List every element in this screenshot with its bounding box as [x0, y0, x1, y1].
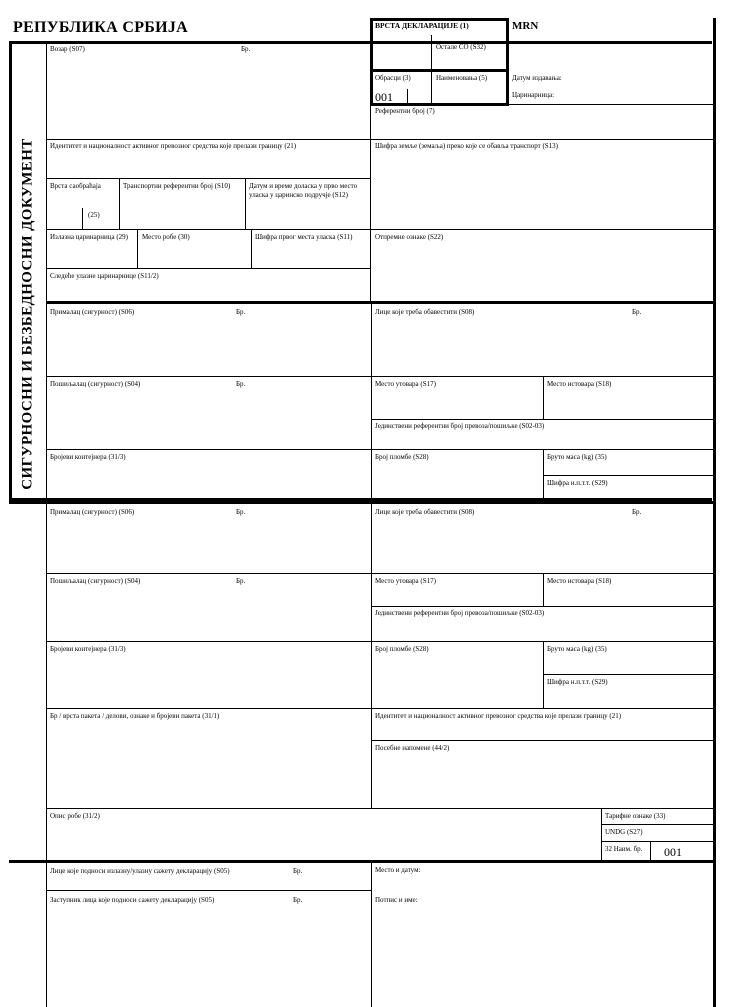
goods-place-label: Место робе (30) [142, 233, 190, 241]
block2-gross-mass-label: Бруто маса (kg) (35) [547, 645, 607, 653]
block1-unpt-code-label: Шифра н.п.т.т. (S29) [547, 479, 608, 487]
declaration-type-label: ВРСТА ДЕКЛАРАЦИЈЕ (1) [375, 21, 469, 30]
block2-consignor-number-label: Бр. [236, 577, 246, 585]
place-date-label: Место и датум: [375, 866, 421, 874]
carrier-number-label: Бр. [241, 45, 251, 53]
block1-seals-label: Број пломбе (S28) [375, 453, 429, 461]
forms-label: Обрасци (3) [375, 74, 411, 82]
block1-notify-label: Лице које треба обавестити (S08) [375, 308, 475, 316]
block2-transport-identity-label: Идентитет и националност активног превозног средства које прелази границу (21) [375, 712, 622, 720]
block1-consignee-number-label: Бр. [236, 308, 246, 316]
block2-unpt-code-label: Шифра н.п.т.т. (S29) [547, 678, 608, 686]
block2-notify-label: Лице које треба обавестити (S08) [375, 508, 475, 516]
forms-value[interactable]: 001 [375, 90, 393, 104]
dispatch-marks-label: Отпремне ознаке (S22) [375, 233, 444, 241]
block1-containers-label: Бројеви контејнера (31/3) [50, 453, 126, 461]
mrn-label: MRN [512, 20, 539, 32]
declarant-number-label: Бр. [293, 867, 303, 875]
page-title: РЕПУБЛИКА СРБИЈА [13, 19, 189, 36]
block2-containers-label: Бројеви контејнера (31/3) [50, 645, 126, 653]
block2-tariff-marks-label: Тарифне ознаке (33) [605, 812, 666, 820]
signature-label: Потпис и име: [375, 896, 418, 904]
block1-consignor-number-label: Бр. [236, 380, 246, 388]
arrival-date-label: Датум и време доласка у прво место уласка у царинско подручје (S12) [249, 182, 358, 199]
block2-unique-ref-label: Јединствени референтни број превоза/пошиљке (S02-03) [375, 609, 545, 617]
block1-consignee-label: Прималац (сигурност) (S06) [50, 308, 135, 316]
representative-number-label: Бр. [293, 896, 303, 904]
exit-office-label: Излазна царинарница (29) [50, 233, 128, 241]
country-codes-label: Шифра земље (земаља) преко које се обавља транспорт (S13) [375, 142, 559, 150]
block2-packages-label: Бр / врста пакета / делови, ознаке и бројеви пакета (31/1) [50, 712, 220, 720]
block2-item-number-label: 32 Наим. бр. [605, 845, 643, 853]
items-label: Наименовања (5) [436, 74, 488, 82]
block1-notify-number-label: Бр. [632, 308, 642, 316]
other-co-label: Остале CO (S32) [436, 43, 486, 51]
block2-special-notes-label: Посебне напомене (44/2) [375, 744, 450, 752]
declarant-label: Лице које подноси излазну/улазну сажету декларацију (S05) [50, 867, 230, 875]
side-title-column [10, 44, 47, 500]
block2-consignee-number-label: Бр. [236, 508, 246, 516]
block2-undg-label: UNDG (S27) [605, 828, 643, 836]
block2-unload-place-label: Место истовара (S18) [547, 577, 612, 585]
block2-notify-number-label: Бр. [632, 508, 642, 516]
carrier-label: Возар (S07) [50, 45, 85, 53]
block1-unique-ref-label: Јединствени референтни број превоза/пошиљке (S02-03) [375, 422, 545, 430]
block1-unload-place-label: Место истовара (S18) [547, 380, 612, 388]
block2-consignee-label: Прималац (сигурност) (S06) [50, 508, 135, 516]
customs-office-label: Царинарница: [512, 91, 555, 99]
issue-date-label: Датум издавања: [512, 74, 562, 82]
block2-load-place-label: Место утовара (S17) [375, 577, 436, 585]
reference-number-label: Референтни број (7) [375, 107, 435, 115]
block2-consignor-label: Пошиљалац (сигурност) (S04) [50, 577, 141, 585]
block1-gross-mass-label: Бруто маса (kg) (35) [547, 453, 607, 461]
transport-identity-label: Идентитет и националност активног превозног средства које прелази границу (21) [50, 142, 297, 150]
carrier-field[interactable] [48, 55, 368, 137]
block1-load-place-label: Место утовара (S17) [375, 380, 436, 388]
transport-ref-label: Транспортни референтни број (S10) [123, 182, 231, 190]
block2-goods-desc-label: Опис робе (31/2) [50, 812, 100, 820]
first-entry-code-label: Шифра првог места уласка (S11) [255, 233, 353, 241]
next-entry-offices-label: Следеће улазне царинарнице (S11/2) [50, 272, 159, 280]
transport-mode-code-label: (25) [88, 211, 100, 219]
side-title: СИГУРНОСНИ И БЕЗБЕДНОСНИ ДОКУМЕНТ [19, 138, 36, 490]
block1-consignor-label: Пошиљалац (сигурност) (S04) [50, 380, 141, 388]
block2-item-number-value[interactable]: 001 [664, 845, 682, 859]
block2-seals-label: Број пломбе (S28) [375, 645, 429, 653]
representative-label: Заступник лица које подноси сажету декларацију (S05) [50, 896, 215, 904]
transport-mode-label: Врста саобраћаја [50, 182, 101, 190]
